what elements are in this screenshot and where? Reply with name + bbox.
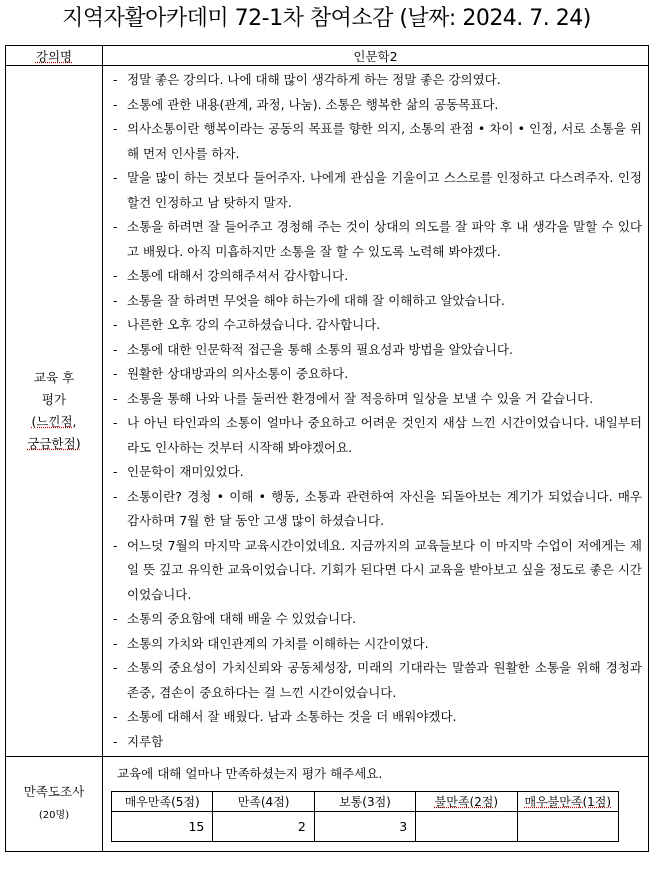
header-very-dissatisfied: 매우불만족(1점) — [517, 791, 618, 811]
satisfaction-table — [111, 791, 619, 842]
list-item: - 소통의 가치와 대인관계의 가치를 이해하는 시간이었다. — [111, 632, 642, 657]
value-neutral: 3 — [314, 811, 415, 841]
list-item: - 지루함 — [111, 730, 642, 755]
list-item: - 소통에 대한 인문학적 접근을 통해 소통의 필요성과 방법을 알았습니다. — [111, 338, 642, 363]
list-item: - 원활한 상대방과의 의사소통이 중요하다. — [111, 362, 642, 387]
list-item: - 소통의 중요함에 대해 배울 수 있었습니다. — [111, 607, 642, 632]
list-item: - 나 아닌 타인과의 소통이 얼마나 중요하고 어려운 것인지 새삼 느낀 시간이었습니다. 내일부터라도 인사하는 것부터 시작해 봐야겠어요. — [111, 411, 642, 460]
evaluation-content — [103, 66, 649, 757]
respondent-count: (20명) — [38, 810, 70, 821]
satisfaction-question: 교육에 대해 얼마나 만족하셨는지 평가 해주세요. — [117, 765, 383, 781]
header-satisfied: 만족(4점) — [213, 791, 314, 811]
list-item: - 나른한 오후 강의 수고하셨습니다. 감사합니다. — [111, 313, 642, 338]
feedback-list — [111, 68, 642, 754]
page-title: 지역자활아카데미 72-1차 참여소감 (날짜: 2024. 7. 24) — [62, 6, 591, 31]
list-item: - 의사소통이란 행복이라는 공동의 목표를 향한 의지, 소통의 관점 • 차이 • 인정, 서로 소통을 위해 먼저 인사를 하자. — [111, 117, 642, 166]
list-item: - 소통에 대해서 강의해주셔서 감사합니다. — [111, 264, 642, 289]
list-item: - 소통을 통해 나와 나를 둘러싼 환경에서 잘 적응하며 일상을 보낼 수 있을 거 같습니다. — [111, 387, 642, 412]
value-very-dissatisfied — [517, 811, 618, 841]
header-row — [6, 46, 649, 66]
header-very-satisfied: 매우만족(5점) — [112, 791, 213, 811]
list-item: - 어느덧 7월의 마지막 교육시간이었네요. 지금까지의 교육들보다 이 마지막 수업이 저에게는 제일 뜻 깊고 유익한 교육이었습니다. 기회가 된다면 다시 교육을 받아보고 싶을 정도로 좋은 시간이었습니다. — [111, 534, 642, 608]
list-item: - 소통이란? 경청 • 이해 • 행동, 소통과 관련하여 자신을 되돌아보는 계기가 되었습니다. 매우 감사하며 7월 한 달 동안 고생 많이 하셨습니다. — [111, 485, 642, 534]
list-item: - 소통에 관한 내용(관계, 과정, 나눔). 소통은 행복한 삶의 공동목표다. — [111, 93, 642, 118]
satisfaction-row — [6, 757, 649, 852]
list-item: - 인문학이 재미있었다. — [111, 460, 642, 485]
satisfaction-label: 만족도조사 (20명) — [6, 757, 103, 852]
satisfaction-values-row — [112, 811, 619, 841]
list-item: - 소통에 대해서 잘 배웠다. 남과 소통하는 것을 더 배워야겠다. — [111, 705, 642, 730]
lecture-name-header: 강의명 — [6, 46, 103, 66]
lecture-name-value: 인문학2 — [103, 46, 649, 66]
survey-table — [5, 45, 649, 852]
evaluation-row — [6, 66, 649, 757]
satisfaction-header-row — [112, 791, 619, 811]
list-item: - 말을 많이 하는 것보다 들어주자. 나에게 관심을 기울이고 스스로를 인정하고 다스려주자. 인정할건 인정하고 남 탓하지 말자. — [111, 166, 642, 215]
value-satisfied: 2 — [213, 811, 314, 841]
value-dissatisfied — [416, 811, 517, 841]
evaluation-label: 교육 후 평가 (느낀점, 궁금한점) — [6, 66, 103, 757]
satisfaction-content — [103, 757, 649, 852]
header-neutral: 보통(3점) — [314, 791, 415, 811]
list-item: - 정말 좋은 강의다. 나에 대해 많이 생각하게 하는 정말 좋은 강의였다. — [111, 68, 642, 93]
list-item: - 소통을 잘 하려면 무엇을 해야 하는가에 대해 잘 이해하고 알았습니다. — [111, 289, 642, 314]
list-item: - 소통을 하려면 잘 들어주고 경청해 주는 것이 상대의 의도를 잘 파악 후 내 생각을 말할 수 있다고 배웠다. 아직 미흡하지만 소통을 잘 할 수 있도록 노력해 봐야겠다. — [111, 215, 642, 264]
value-very-satisfied: 15 — [112, 811, 213, 841]
list-item: - 소통의 중요성이 가치신뢰와 공동체성장, 미래의 기대라는 말씀과 원활한 소통을 위해 경청과 존중, 겸손이 중요하다는 걸 느낀 시간이었습니다. — [111, 656, 642, 705]
header-dissatisfied: 불만족(2점) — [416, 791, 517, 811]
